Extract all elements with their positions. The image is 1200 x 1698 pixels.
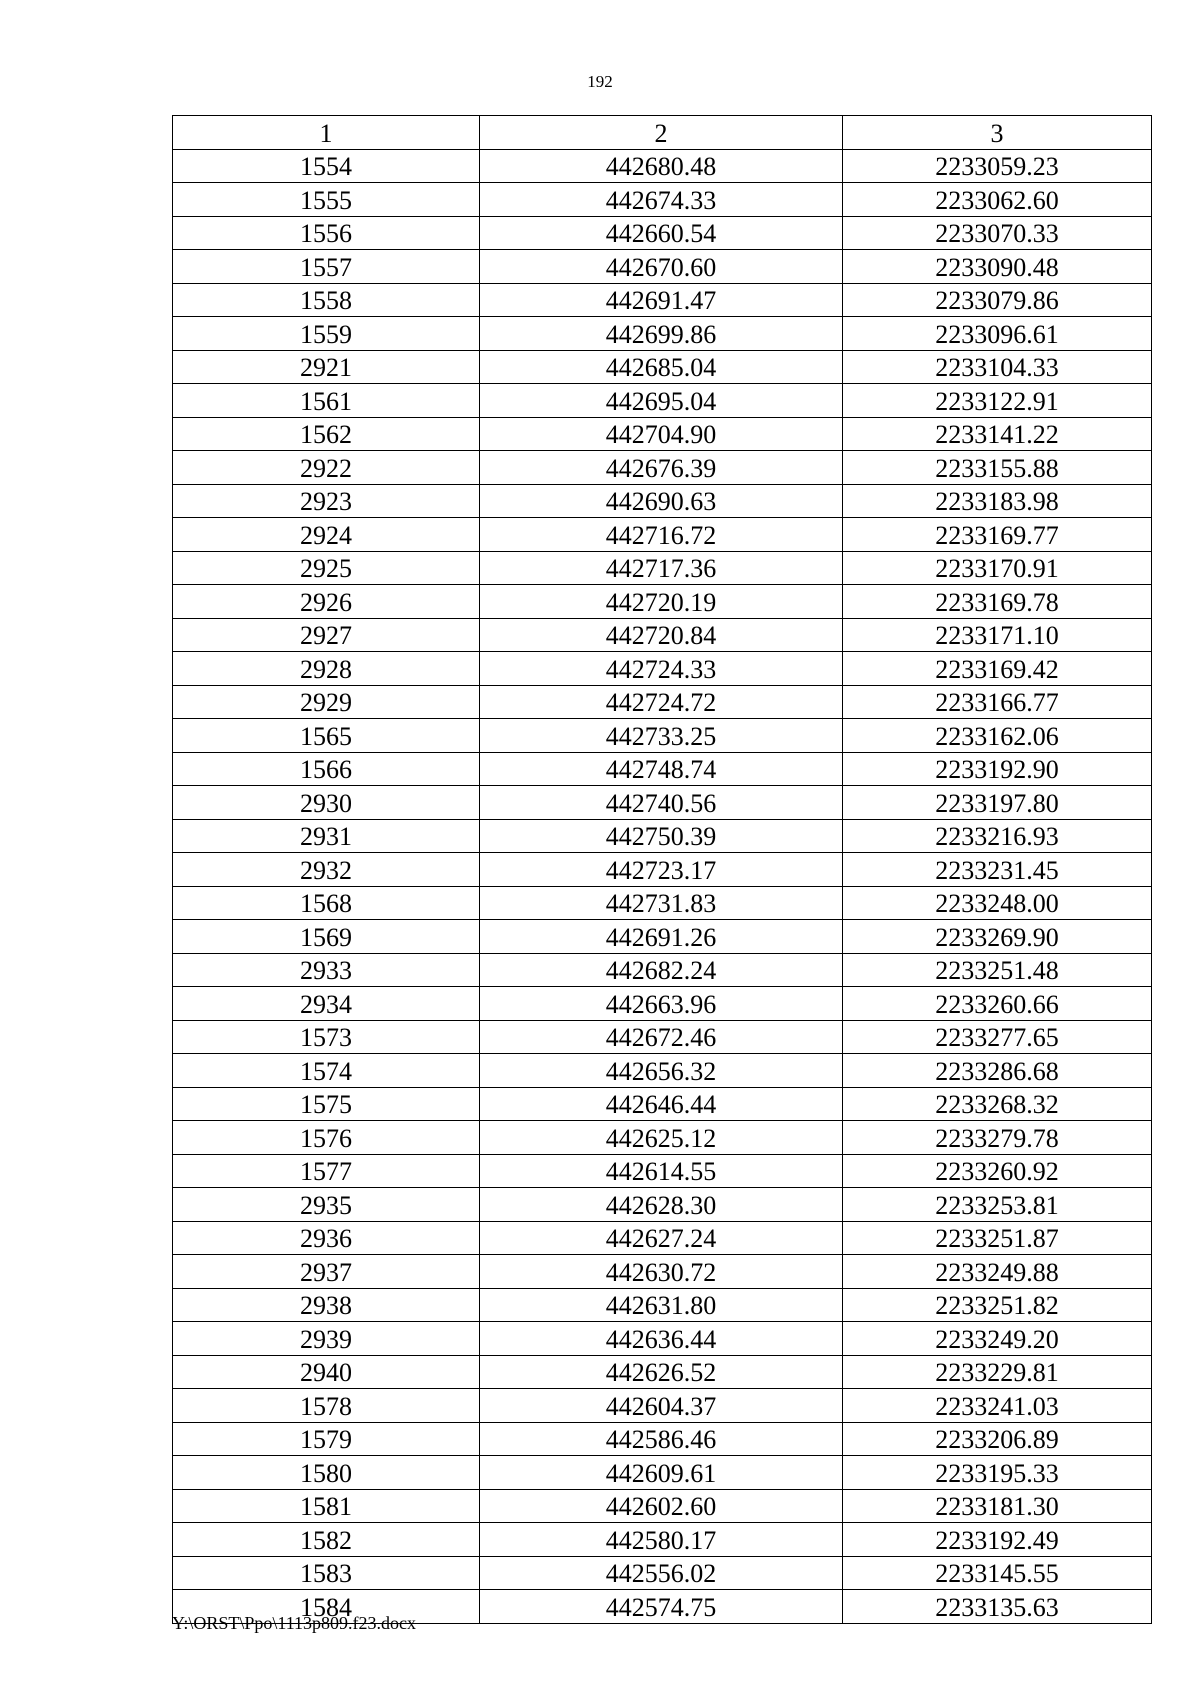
table-cell-col-3: 2233141.22 xyxy=(843,417,1152,451)
table-cell-col-1: 1579 xyxy=(173,1422,480,1456)
table-row xyxy=(173,451,1152,485)
table-cell-col-1: 2923 xyxy=(173,484,480,518)
table-cell-col-2: 442704.90 xyxy=(480,417,843,451)
table-cell-col-2: 442574.75 xyxy=(480,1590,843,1624)
table-row xyxy=(173,484,1152,518)
table-header-row xyxy=(173,116,1152,150)
table-row xyxy=(173,518,1152,552)
table-cell-col-2: 442680.48 xyxy=(480,149,843,183)
table-cell-col-3: 2233249.20 xyxy=(843,1322,1152,1356)
table-cell-col-1: 2928 xyxy=(173,652,480,686)
table-cell-col-2: 442691.47 xyxy=(480,283,843,317)
table-header xyxy=(173,116,1152,150)
column-header-3: 3 xyxy=(843,116,1152,150)
table-cell-col-1: 2930 xyxy=(173,786,480,820)
table-cell-col-3: 2233197.80 xyxy=(843,786,1152,820)
table-cell-col-2: 442724.33 xyxy=(480,652,843,686)
table-cell-col-3: 2233251.48 xyxy=(843,953,1152,987)
table-row xyxy=(173,1255,1152,1289)
table-cell-col-1: 1583 xyxy=(173,1556,480,1590)
footer-file-path: Y:\ORST\Ppo\1113p809.f23.docx xyxy=(172,1613,417,1633)
column-header-1: 1 xyxy=(173,116,480,150)
table-cell-col-1: 1581 xyxy=(173,1489,480,1523)
table-cell-col-2: 442627.24 xyxy=(480,1221,843,1255)
table-cell-col-3: 2233192.90 xyxy=(843,752,1152,786)
table-cell-col-2: 442646.44 xyxy=(480,1087,843,1121)
table-cell-col-2: 442636.44 xyxy=(480,1322,843,1356)
table-cell-col-1: 2921 xyxy=(173,350,480,384)
table-cell-col-2: 442672.46 xyxy=(480,1020,843,1054)
table-row xyxy=(173,953,1152,987)
table-cell-col-2: 442674.33 xyxy=(480,183,843,217)
table-row xyxy=(173,987,1152,1021)
table-row xyxy=(173,1288,1152,1322)
table-cell-col-3: 2233169.42 xyxy=(843,652,1152,686)
table-cell-col-2: 442663.96 xyxy=(480,987,843,1021)
table-row xyxy=(173,317,1152,351)
table-cell-col-1: 2926 xyxy=(173,585,480,619)
table-cell-col-2: 442604.37 xyxy=(480,1389,843,1423)
table-cell-col-1: 1562 xyxy=(173,417,480,451)
table-cell-col-1: 1566 xyxy=(173,752,480,786)
table-cell-col-3: 2233104.33 xyxy=(843,350,1152,384)
table-row xyxy=(173,1489,1152,1523)
table-cell-col-3: 2233171.10 xyxy=(843,618,1152,652)
table-cell-col-3: 2233251.87 xyxy=(843,1221,1152,1255)
table-cell-col-3: 2233169.78 xyxy=(843,585,1152,619)
table-row xyxy=(173,585,1152,619)
table-cell-col-1: 2933 xyxy=(173,953,480,987)
table-cell-col-1: 2939 xyxy=(173,1322,480,1356)
table-cell-col-1: 2931 xyxy=(173,819,480,853)
table-cell-col-3: 2233269.90 xyxy=(843,920,1152,954)
table-cell-col-3: 2233079.86 xyxy=(843,283,1152,317)
table-cell-col-2: 442660.54 xyxy=(480,216,843,250)
page-number: 192 xyxy=(587,72,613,91)
table-cell-col-2: 442750.39 xyxy=(480,819,843,853)
coordinates-table xyxy=(172,115,1152,1624)
table-cell-col-3: 2233169.77 xyxy=(843,518,1152,552)
table-body xyxy=(173,149,1152,1623)
table-row xyxy=(173,1523,1152,1557)
table-cell-col-1: 2938 xyxy=(173,1288,480,1322)
table-cell-col-2: 442691.26 xyxy=(480,920,843,954)
table-cell-col-3: 2233183.98 xyxy=(843,484,1152,518)
table-cell-col-3: 2233122.91 xyxy=(843,384,1152,418)
table-cell-col-2: 442580.17 xyxy=(480,1523,843,1557)
table-row xyxy=(173,1389,1152,1423)
table-cell-col-1: 1582 xyxy=(173,1523,480,1557)
table-cell-col-2: 442602.60 xyxy=(480,1489,843,1523)
table-cell-col-2: 442656.32 xyxy=(480,1054,843,1088)
table-cell-col-1: 1569 xyxy=(173,920,480,954)
table-cell-col-3: 2233229.81 xyxy=(843,1355,1152,1389)
table-row xyxy=(173,1020,1152,1054)
table-cell-col-1: 2935 xyxy=(173,1188,480,1222)
table-row xyxy=(173,819,1152,853)
table-row xyxy=(173,417,1152,451)
table-cell-col-2: 442628.30 xyxy=(480,1188,843,1222)
table-cell-col-3: 2233251.82 xyxy=(843,1288,1152,1322)
table-row xyxy=(173,1121,1152,1155)
table-row xyxy=(173,1154,1152,1188)
table-cell-col-1: 1555 xyxy=(173,183,480,217)
table-cell-col-3: 2233145.55 xyxy=(843,1556,1152,1590)
table-cell-col-3: 2233170.91 xyxy=(843,551,1152,585)
table-cell-col-1: 2924 xyxy=(173,518,480,552)
table-row xyxy=(173,719,1152,753)
table-cell-col-3: 2233062.60 xyxy=(843,183,1152,217)
table-cell-col-1: 1584 xyxy=(173,1590,480,1624)
table-cell-col-1: 1580 xyxy=(173,1456,480,1490)
table-cell-col-3: 2233248.00 xyxy=(843,886,1152,920)
table-row xyxy=(173,1355,1152,1389)
table-cell-col-2: 442685.04 xyxy=(480,350,843,384)
table-cell-col-2: 442625.12 xyxy=(480,1121,843,1155)
table-row xyxy=(173,886,1152,920)
table-cell-col-1: 1561 xyxy=(173,384,480,418)
table-row xyxy=(173,1456,1152,1490)
table-cell-col-1: 1557 xyxy=(173,250,480,284)
table-cell-col-1: 1559 xyxy=(173,317,480,351)
table-cell-col-2: 442733.25 xyxy=(480,719,843,753)
table-cell-col-3: 2233195.33 xyxy=(843,1456,1152,1490)
table-cell-col-2: 442717.36 xyxy=(480,551,843,585)
table-cell-col-1: 1578 xyxy=(173,1389,480,1423)
table-cell-col-2: 442631.80 xyxy=(480,1288,843,1322)
table-row xyxy=(173,853,1152,887)
table-row xyxy=(173,1087,1152,1121)
table-row xyxy=(173,920,1152,954)
column-header-2: 2 xyxy=(480,116,843,150)
table-cell-col-2: 442720.19 xyxy=(480,585,843,619)
table-row xyxy=(173,1188,1152,1222)
table-cell-col-1: 1573 xyxy=(173,1020,480,1054)
table-cell-col-2: 442556.02 xyxy=(480,1556,843,1590)
table-row xyxy=(173,1054,1152,1088)
table-cell-col-2: 442690.63 xyxy=(480,484,843,518)
table-cell-col-1: 1576 xyxy=(173,1121,480,1155)
table-cell-col-2: 442724.72 xyxy=(480,685,843,719)
table-row xyxy=(173,216,1152,250)
table-cell-col-3: 2233286.68 xyxy=(843,1054,1152,1088)
table-row xyxy=(173,652,1152,686)
table-cell-col-1: 1558 xyxy=(173,283,480,317)
table-cell-col-3: 2233260.66 xyxy=(843,987,1152,1021)
table-cell-col-1: 2934 xyxy=(173,987,480,1021)
table-cell-col-2: 442676.39 xyxy=(480,451,843,485)
table-cell-col-2: 442748.74 xyxy=(480,752,843,786)
table-cell-col-1: 2922 xyxy=(173,451,480,485)
table-cell-col-2: 442699.86 xyxy=(480,317,843,351)
table-cell-col-3: 2233181.30 xyxy=(843,1489,1152,1523)
table-row xyxy=(173,752,1152,786)
table-row xyxy=(173,384,1152,418)
table-cell-col-1: 2927 xyxy=(173,618,480,652)
table-row xyxy=(173,283,1152,317)
table-cell-col-3: 2233279.78 xyxy=(843,1121,1152,1155)
table-cell-col-1: 1554 xyxy=(173,149,480,183)
table-cell-col-2: 442626.52 xyxy=(480,1355,843,1389)
table-cell-col-2: 442740.56 xyxy=(480,786,843,820)
table-cell-col-3: 2233096.61 xyxy=(843,317,1152,351)
table-cell-col-1: 1577 xyxy=(173,1154,480,1188)
table-cell-col-3: 2233241.03 xyxy=(843,1389,1152,1423)
table-row xyxy=(173,685,1152,719)
table-row xyxy=(173,1556,1152,1590)
table-cell-col-2: 442670.60 xyxy=(480,250,843,284)
table-cell-col-2: 442586.46 xyxy=(480,1422,843,1456)
table-cell-col-3: 2233162.06 xyxy=(843,719,1152,753)
table-row xyxy=(173,1221,1152,1255)
table-cell-col-3: 2233216.93 xyxy=(843,819,1152,853)
table-cell-col-3: 2233070.33 xyxy=(843,216,1152,250)
table-cell-col-1: 2932 xyxy=(173,853,480,887)
table-cell-col-1: 1565 xyxy=(173,719,480,753)
table-cell-col-3: 2233260.92 xyxy=(843,1154,1152,1188)
table-cell-col-1: 2937 xyxy=(173,1255,480,1289)
table-cell-col-1: 2940 xyxy=(173,1355,480,1389)
table-row xyxy=(173,350,1152,384)
table-row xyxy=(173,551,1152,585)
table-cell-col-3: 2233206.89 xyxy=(843,1422,1152,1456)
table-cell-col-2: 442723.17 xyxy=(480,853,843,887)
table-cell-col-1: 1556 xyxy=(173,216,480,250)
table-cell-col-3: 2233155.88 xyxy=(843,451,1152,485)
table-cell-col-3: 2233059.23 xyxy=(843,149,1152,183)
table-row xyxy=(173,183,1152,217)
table-cell-col-1: 2925 xyxy=(173,551,480,585)
table-cell-col-3: 2233090.48 xyxy=(843,250,1152,284)
table-cell-col-2: 442630.72 xyxy=(480,1255,843,1289)
table-cell-col-3: 2233277.65 xyxy=(843,1020,1152,1054)
table-cell-col-2: 442720.84 xyxy=(480,618,843,652)
table-row xyxy=(173,618,1152,652)
table-cell-col-3: 2233135.63 xyxy=(843,1590,1152,1624)
table-row xyxy=(173,149,1152,183)
table-cell-col-3: 2233268.32 xyxy=(843,1087,1152,1121)
table-row xyxy=(173,250,1152,284)
table-cell-col-1: 1574 xyxy=(173,1054,480,1088)
table-cell-col-2: 442614.55 xyxy=(480,1154,843,1188)
table-cell-col-1: 1568 xyxy=(173,886,480,920)
table-row xyxy=(173,786,1152,820)
table-cell-col-3: 2233166.77 xyxy=(843,685,1152,719)
table-cell-col-3: 2233192.49 xyxy=(843,1523,1152,1557)
table-cell-col-2: 442682.24 xyxy=(480,953,843,987)
table-cell-col-2: 442731.83 xyxy=(480,886,843,920)
table-row xyxy=(173,1422,1152,1456)
table-cell-col-2: 442609.61 xyxy=(480,1456,843,1490)
table-cell-col-3: 2233249.88 xyxy=(843,1255,1152,1289)
table-cell-col-3: 2233253.81 xyxy=(843,1188,1152,1222)
table-cell-col-3: 2233231.45 xyxy=(843,853,1152,887)
table-cell-col-1: 1575 xyxy=(173,1087,480,1121)
table-cell-col-1: 2929 xyxy=(173,685,480,719)
table-row xyxy=(173,1322,1152,1356)
table-cell-col-2: 442716.72 xyxy=(480,518,843,552)
table-cell-col-1: 2936 xyxy=(173,1221,480,1255)
table-cell-col-2: 442695.04 xyxy=(480,384,843,418)
